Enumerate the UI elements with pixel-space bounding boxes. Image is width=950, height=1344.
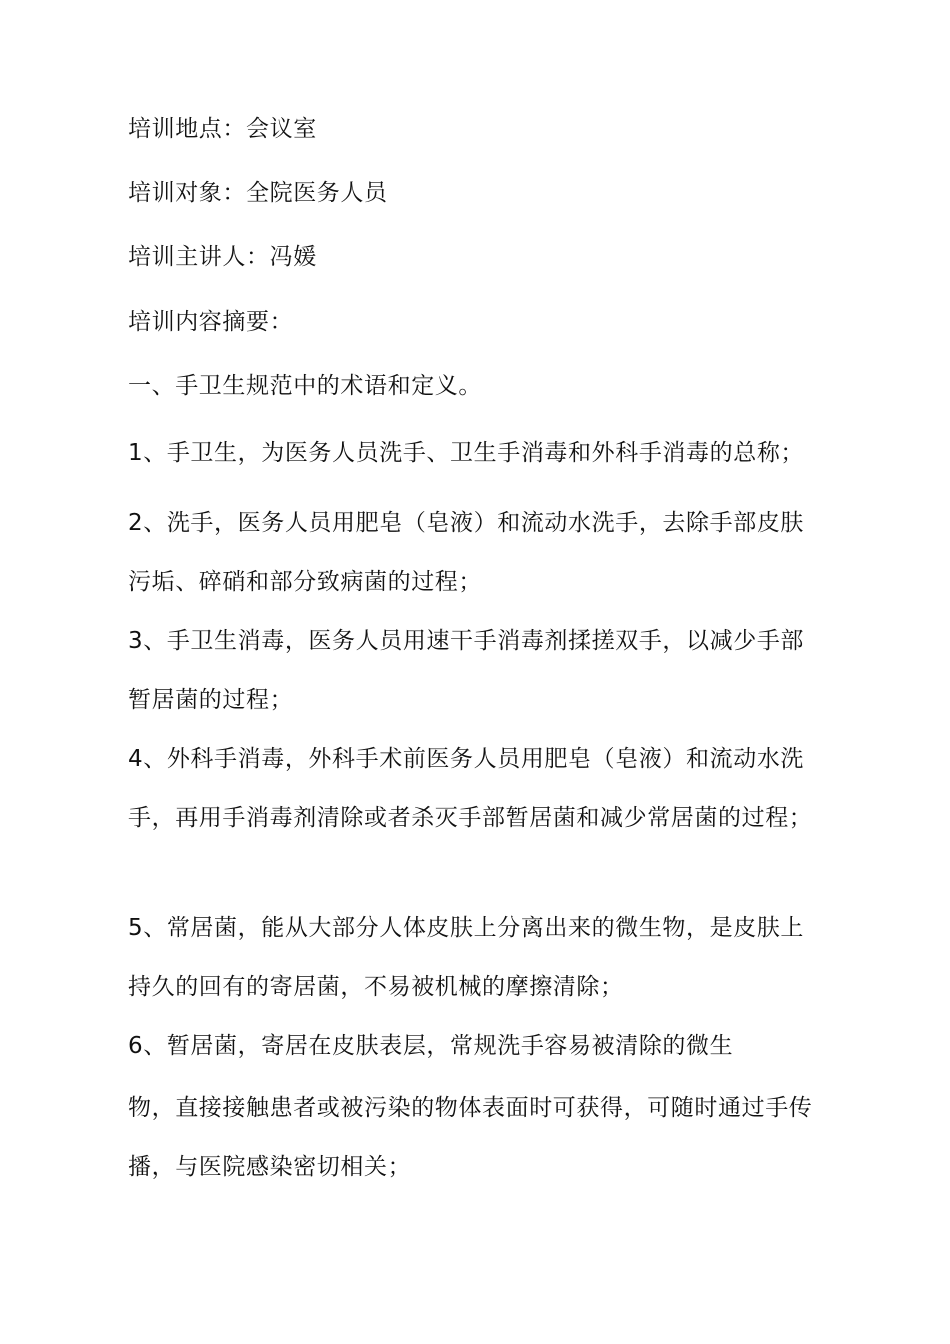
- training-audience: 培训对象：全院医务人员: [128, 180, 388, 206]
- definition-item-5: 5、常居菌，能从大部分人体皮肤上分离出来的微生物，是皮肤上持久的回有的寄居菌，不易被机械的摩擦清除；: [128, 915, 805, 1000]
- definition-item-6: 6、暂居菌，寄居在皮肤表层，常规洗手容易被清除的微生: [128, 1033, 734, 1059]
- definition-item-2: 2、洗手，医务人员用肥皂（皂液）和流动水洗手，去除手部皮肤污垢、碎硝和部分致病菌的过程；: [128, 510, 805, 595]
- training-speaker: 培训主讲人：冯媛: [128, 244, 317, 270]
- training-location: 培训地点：会议室: [128, 116, 317, 142]
- definition-item-3: 3、手卫生消毒，医务人员用速干手消毒剂揉搓双手，以减少手部暂居菌的过程；: [128, 628, 805, 713]
- summary-heading: 培训内容摘要：: [128, 309, 294, 335]
- section-heading: 一、手卫生规范中的术语和定义。: [128, 373, 482, 399]
- definition-item-6-continued: 物，直接接触患者或被污染的物体表面时可获得，可随时通过手传播，与医院感染密切相关；: [128, 1095, 813, 1180]
- definition-item-4: 4、外科手消毒，外科手术前医务人员用肥皂（皂液）和流动水洗手，再用手消毒剂清除或者杀灭手部暂居菌和减少常居菌的过程；: [128, 746, 813, 831]
- definition-item-1: 1、手卫生，为医务人员洗手、卫生手消毒和外科手消毒的总称；: [128, 440, 805, 466]
